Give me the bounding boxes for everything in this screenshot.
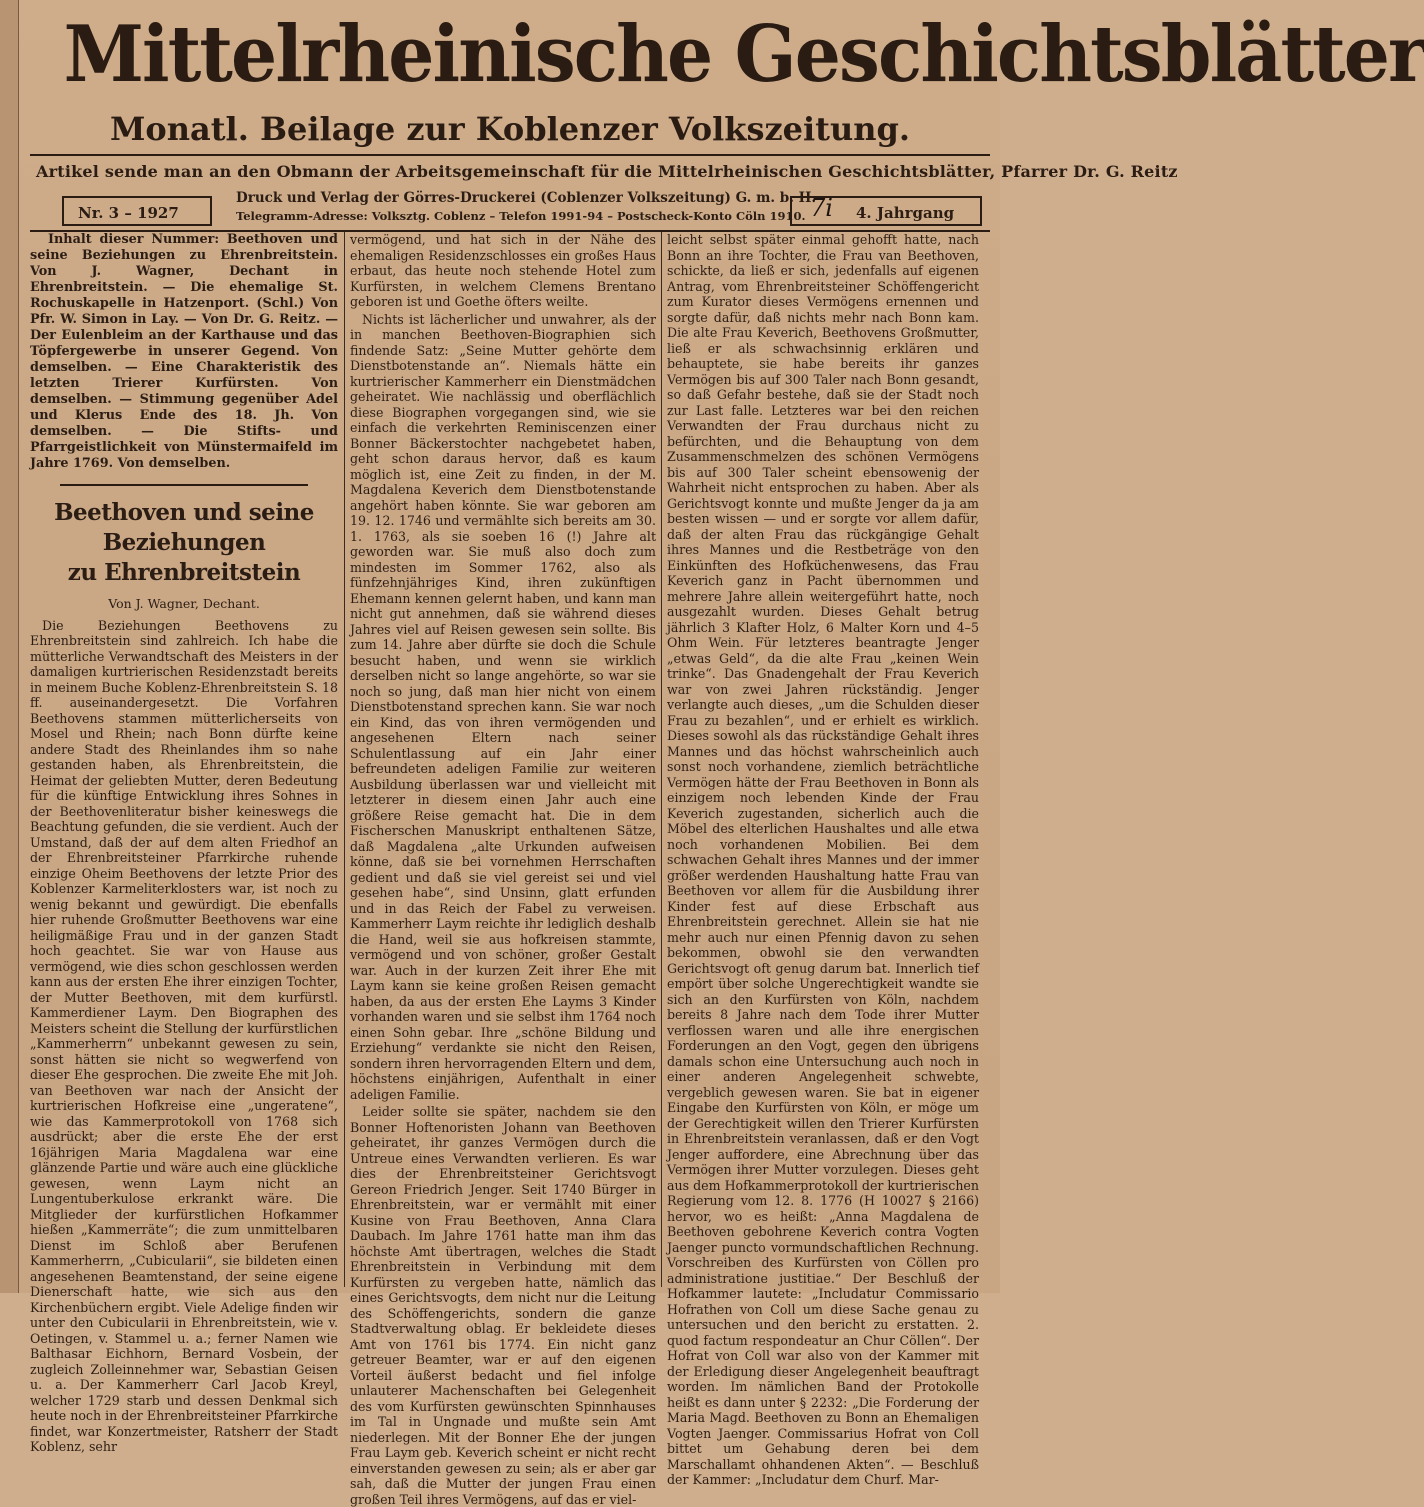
paragraph: Leider sollte sie später, nachdem sie den Bonner Hoftenoristen Johann van Beethoven geheiratet, ihr ganzes Vermögen durch die Untreue eines Verwandten verlieren. Es war dies der Ehrenbreitsteiner Gerichtsvogt Gereon Friedrich Jenger. Seit 1740 Bürger in Ehrenbreitstein, war er vermählt mit einer Kusine von Frau Beethoven, Anna Clara Daubach. Im Jahre 1761 hatte man ihm das höchste Amt übertragen, welches die Stadt Ehrenbreitstein in Verbindung mit dem Kurfürsten zu vergeben hatte, nämlich das eines Gerichtsvogts, dem nicht nur die Leitung des Schöffengerichts, sondern die ganze Stadtverwaltung oblag. Er bekleidete dieses Amt von 1761 bis 1774. Ein nicht ganz getreuer Beamter, war er auf den eigenen Vorteil äußerst bedacht und fiel infolge unlauterer Machenschaften bei Gelegenheit des vom Kurfürsten gewünschten Spinnhauses im Tal in Ungnade und mußte sein Amt niederlegen. Mit der Bonner Ehe der jungen Frau Laym geb. Keverich scheint er nicht recht einverstanden gewesen zu sein; als er aber gar sah, daß die Mutter der jungen Frau einen großen Teil ihres Vermögens, auf das er viel- [350,1104,656,1507]
column-1 [30,232,338,1454]
article-title-line-1: Beethoven und seine Beziehungen [54,499,314,556]
volume-year-label: 4. Jahrgang [856,204,955,222]
handwritten-annotation: 7i [810,194,833,222]
publisher-line: Druck und Verlag der Görres-Druckerei (Coblenzer Volkszeitung) G. m. b. H. [236,190,817,206]
masthead-subtitle: Monatl. Beilage zur Koblenzer Volkszeitung. [110,110,910,148]
table-of-contents [30,232,338,472]
adjacent-page-edge [0,0,19,1293]
masthead-title: Mittelrheinische Geschichtsblätter [63,9,1424,100]
column-rule [661,232,662,1287]
submission-note: Artikel sende man an den Obmann der Arbeitsgemeinschaft für die Mittelrheinischen Geschichtsblätter, Pfarrer Dr. G. Reitz [36,162,1178,181]
article-byline: Von J. Wagner, Dechant. [108,596,260,611]
paragraph: Die Beziehungen Beethovens zu Ehrenbreitstein sind zahlreich. Ich habe die mütterliche Verwandtschaft des Meisters in der damaligen kurtrierischen Residenzstadt bereits in meinem Buche Koblenz-Ehrenbreitstein S. 18 ff. auseinandergesetzt. Die Vorfahren Beethovens stammen mütterlicherseits von Mosel und Rhein; nach Bonn dürfte keine andere Stadt des Rheinlandes ihm so nahe gestanden haben, als Ehrenbreitstein, die Heimat der geliebten Mutter, deren Bedeutung für die künftige Entwicklung ihres Sohnes in der Beethovenliteratur bisher keineswegs die Beachtung gefunden, die sie verdient. Auch der Umstand, daß der auf dem alten Friedhof an der Ehrenbreitsteiner Pfarrkirche ruhende einzige Oheim Beethovens der letzte Prior des Koblenzer Karmeliterklosters war, ist noch zu wenig bekannt und gewürdigt. Die ebenfalls hier ruhende Großmutter Beethovens war eine heiligmäßige Frau und in der ganzen Stadt hoch geachtet. Sie war von Hause aus vermögend, wie dies schon geschlossen werden kann aus der ersten Ehe ihrer einzigen Tochter, der Mutter Beethoven, mit dem kurfürstl. Kammerdiener Laym. Den Biographen des Meisters scheint die Stellung der kurfürstlichen „Kammerherrn“ unbekannt gewesen zu sein, sonst hätten sie nicht so wegwerfend von dieser Ehe gesprochen. Die zweite Ehe mit Joh. van Beethoven war nach der Ansicht der kurtrierischen Hofkreise eine „ungeratene“, wie das Kammerprotokoll von 1768 sich ausdrückt; aber die erste Ehe der erst 16jährigen Maria Magdalena war eine glänzende Partie und wäre auch eine glückliche gewesen, wenn Laym nicht an Lungentuberkulose erkrankt wäre. Die Mitglieder der kurfürstlichen Hofkammer hießen „Kammerräte“; die zum unmittelbaren Dienst im Schloß aber Berufenen Kammerherrn, „Cubicularii“, sie bildeten einen angesehenen Beamtenstand, der seine eigene Dienerschaft hatte, wie sich aus den Kirchenbüchern ergibt. Viele Adelige finden wir unter den Cubicularii in Ehrenbreitstein, wie v. Oetingen, v. Stammel u. a.; ferner Namen wie Balthasar Eichhorn, Bernard Vosbein, der zugleich Zolleinnehmer war, Sebastian Geisen u. a. Der Kammerherr Carl Jacob Kreyl, welcher 1729 starb und dessen Denkmal sich heute noch in der Ehrenbreitsteiner Pfarrkirche findet, war Konzertmeister, Ratsherr der Stadt Koblenz, sehr [30,617,338,1454]
header-rule-top [30,154,990,156]
issue-number: Nr. 3 – 1927 [62,196,212,226]
column-2 [350,232,656,1507]
paragraph: vermögend, und hat sich in der Nähe des ehemaligen Residenzschlosses ein großes Haus erbaut, das heute noch stehende Hotel zum Kurfürsten, in welchem Clemens Brentano geboren ist und Goethe öfters weilte. [350,232,656,309]
contact-line: Telegramm-Adresse: Volksztg. Coblenz – Telefon 1991-94 – Postscheck-Konto Cöln 1910. [236,209,806,223]
paragraph: leicht selbst später einmal gehofft hatte, nach Bonn an ihre Tochter, die Frau van Beethoven, schickte, da ließ er sich, jedenfalls auf eigenen Antrag, vom Ehrenbreitsteiner Schöffengericht zum Kurator dieses Vermögens ernennen und sorgte dafür, daß nichts mehr nach Bonn kam. Die alte Frau Keverich, Beethovens Großmutter, ließ er als schwachsinnig erklären und behauptete, sie habe bereits ihr ganzes Vermögen bis auf 300 Taler nach Bonn gesandt, so daß Gefahr bestehe, daß sie der Stadt noch zur Last falle. Letzteres war bei den reichen Verwandten der Frau durchaus nicht zu befürchten, und die Behauptung von dem Zusammenschmelzen des schönen Vermögens bis auf 300 Taler scheint ebensowenig der Wahrheit nicht entsprochen zu haben. Aber als Gerichtsvogt konnte und mußte Jenger da ja am besten wissen — und er sorgte vor allem dafür, daß der alten Frau das rückgängige Gehalt ihres Mannes und die Restbeträge von den Einkünften des Hofküchenwesens, das Frau Keverich ganz in Pacht übernommen und mehrere Jahre allein weitergeführt hatte, noch ausgezahlt wurden. Dieses Gehalt betrug jährlich 3 Klafter Holz, 6 Malter Korn und 4–5 Ohm Wein. Für letzteres beantragte Jenger „etwas Geld“, da die alte Frau „keinen Wein trinke“. Das Gnadengehalt der Frau Keverich war von zwei Jahren rückständig. Jenger verlangte auch dieses, „um die Schulden dieser Frau zu bezahlen“, und er erhielt es wirklich. Dieses sowohl als das rückständige Gehalt ihres Mannes und das höchst wahrscheinlich auch sonst noch vorhandene, ziemlich beträchtliche Vermögen hätte der Frau Beethoven in Bonn als einzigem noch lebenden Kinde der Frau Keverich zugestanden, sicherlich auch die Möbel des elterlichen Haushaltes und alle etwa noch vorhandenen Mobilien. Bei dem schwachen Gehalt ihres Mannes und der immer größer werdenden Haushaltung hatte Frau van Beethoven vor allem für die Ausbildung ihrer Kinder fest auf diese Erbschaft aus Ehrenbreitstein gerechnet. Allein sie hat nie mehr auch nur einen Pfennig davon zu sehen bekommen, obwohl sie den verwandten Gerichtsvogt oft genug darum bat. Innerlich tief empört über solche Ungerechtigkeit wandte sie sich an den Kurfürsten von Köln, nachdem bereits 8 Jahre nach dem Tode ihrer Mutter verflossen waren und alle ihre energischen Forderungen an den Vogt, gegen den übrigens damals schon eine Untersuchung auch noch in einer anderen Angelegenheit schwebte, vergeblich gewesen waren. Sie bat in eigener Eingabe den Kurfürsten von Köln, er möge um der Gerechtigkeit willen den Trierer Kurfürsten in Ehrenbreitstein veranlassen, daß er den Vogt Jenger auffordere, eine Abrechnung über das Vermögen ihrer Mutter vorzulegen. Dieses geht aus dem Hofkammerprotokoll der kurtrierischen Regierung vom 12. 8. 1776 (H 10027 § 2166) hervor, wo es heißt: „Anna Magdalena de Beethoven gebohrene Keverich contra Vogten Jaenger puncto vormundschaftlichen Rechnung. Vorschreiben des Kurfürsten von Cöllen pro administratione justitiae.“ Der Beschluß der Hofkammer lautete: „Includatur Commissario Hofrathen von Coll um diese Sache genau zu untersuchen und den bericht zu erstatten. 2. quod factum respondeatur an Chur Cöllen“. Der Hofrat von Coll war also von der Kammer mit der Erledigung dieser Angelegenheit beauftragt worden. Im nämlichen Band der Protokolle heißt es dann unter § 2232: „Die Forderung der Maria Magd. Beethoven zu Bonn an Ehemaligen Vogten Jaenger. Commissarius Hofrat von Coll bittet um Gehabung deren bei dem Marschallamt ohhandenen Akten“. — Beschluß der Kammer: „Includatur dem Churf. Mar- [667,232,979,1487]
section-divider [60,484,308,486]
contents-text: Inhalt dieser Nummer: Beethoven und seine Beziehungen zu Ehrenbreitstein. Von J. Wagner, Dechant in Ehrenbreitstein. — Die ehemalige St. Rochuskapelle in Hatzenport. (Schl.) Von Pfr. W. Simon in Lay. — Von Dr. G. Reitz. — Der Eulenbleim an der Karthause und das Töpfergewerbe in unserer Gegend. Von demselben. — Eine Charakteristik des letzten Trierer Kurfürsten. Von demselben. — Stimmung gegenüber Adel und Klerus Ende des 18. Jh. Von demselben. — Die Stifts- und Pfarrgeistlichkeit von Münstermaifeld im Jahre 1769. Von demselben. [30,232,338,471]
publisher-info [236,190,817,223]
paragraph: Nichts ist lächerlicher und unwahrer, als der in manchen Beethoven-Biographien sich findende Satz: „Seine Mutter gehörte dem Dienstbotenstande an“. Niemals hätte ein kurtrierischer Kammerherr ein Dienstmädchen geheiratet. Wie nachlässig und oberflächlich diese Biographen vorgegangen sind, wie sie einfach die verkehrten Reminiscenzen einer Bonner Bäckerstochter nachgebetet haben, geht schon daraus hervor, daß es kaum möglich ist, eine Zeit zu finden, in der M. Magdalena Keverich dem Dienstbotenstande angehört haben könnte. Sie war geboren am 19. 12. 1746 und vermählte sich bereits am 30. 1. 1763, als sie soeben 16 (!) Jahre alt geworden war. Sie muß also doch zum mindesten im Sommer 1762, also als fünfzehnjähriges Kind, ihren zukünftigen Ehemann kennen gelernt haben, und kann man nicht gut annehmen, daß sie während dieses Jahres viel auf Reisen gewesen sein sollte. Bis zum 14. Jahre aber dürfte sie doch die Schule besucht haben, und wenn sie wirklich derselben nicht so lange angehörte, so war sie noch so jung, daß man hier nicht von einem Dienstbotenstand sprechen kann. Sie war noch ein Kind, das von ihren vermögenden und angesehenen Eltern nach seiner Schulentlassung auf ein Jahr einer befreundeten adeligen Familie zur weiteren Ausbildung überlassen war und vielleicht mit letzterer in diesem einen Jahr auch eine größere Reise gemacht hat. Die in dem Fischerschen Manuskript enthaltenen Sätze, daß Magdalena „alte Urkunden aufweisen könne, daß sie bei vornehmen Herrschaften gedient und daß sie viel gereist sei und viel gesehen habe“, sind Unsinn, glatt erfunden und in das Reich der Fabel zu verweisen. Kammerherr Laym reichte ihr lediglich deshalb die Hand, weil sie aus hofkreisen stammte, vermögend und von schöner, großer Gestalt war. Auch in der kurzen Zeit ihrer Ehe mit Laym kann sie keine großen Reisen gemacht haben, da aus der ersten Ehe Layms 3 Kinder vorhanden waren und sie selbst ihm 1764 noch einen Sohn gebar. Ihre „schöne Bildung und Erziehung“ verdankte sie nicht den Reisen, sondern ihren hervorragenden Eltern und dem, höchstens einjährigen, Aufenthalt in einer adeligen Familie. [350,311,656,1102]
column-3 [667,232,979,1487]
article-title-line-2: zu Ehrenbreitstein [67,559,301,586]
column-rule [344,232,345,1287]
article-title [30,498,338,588]
